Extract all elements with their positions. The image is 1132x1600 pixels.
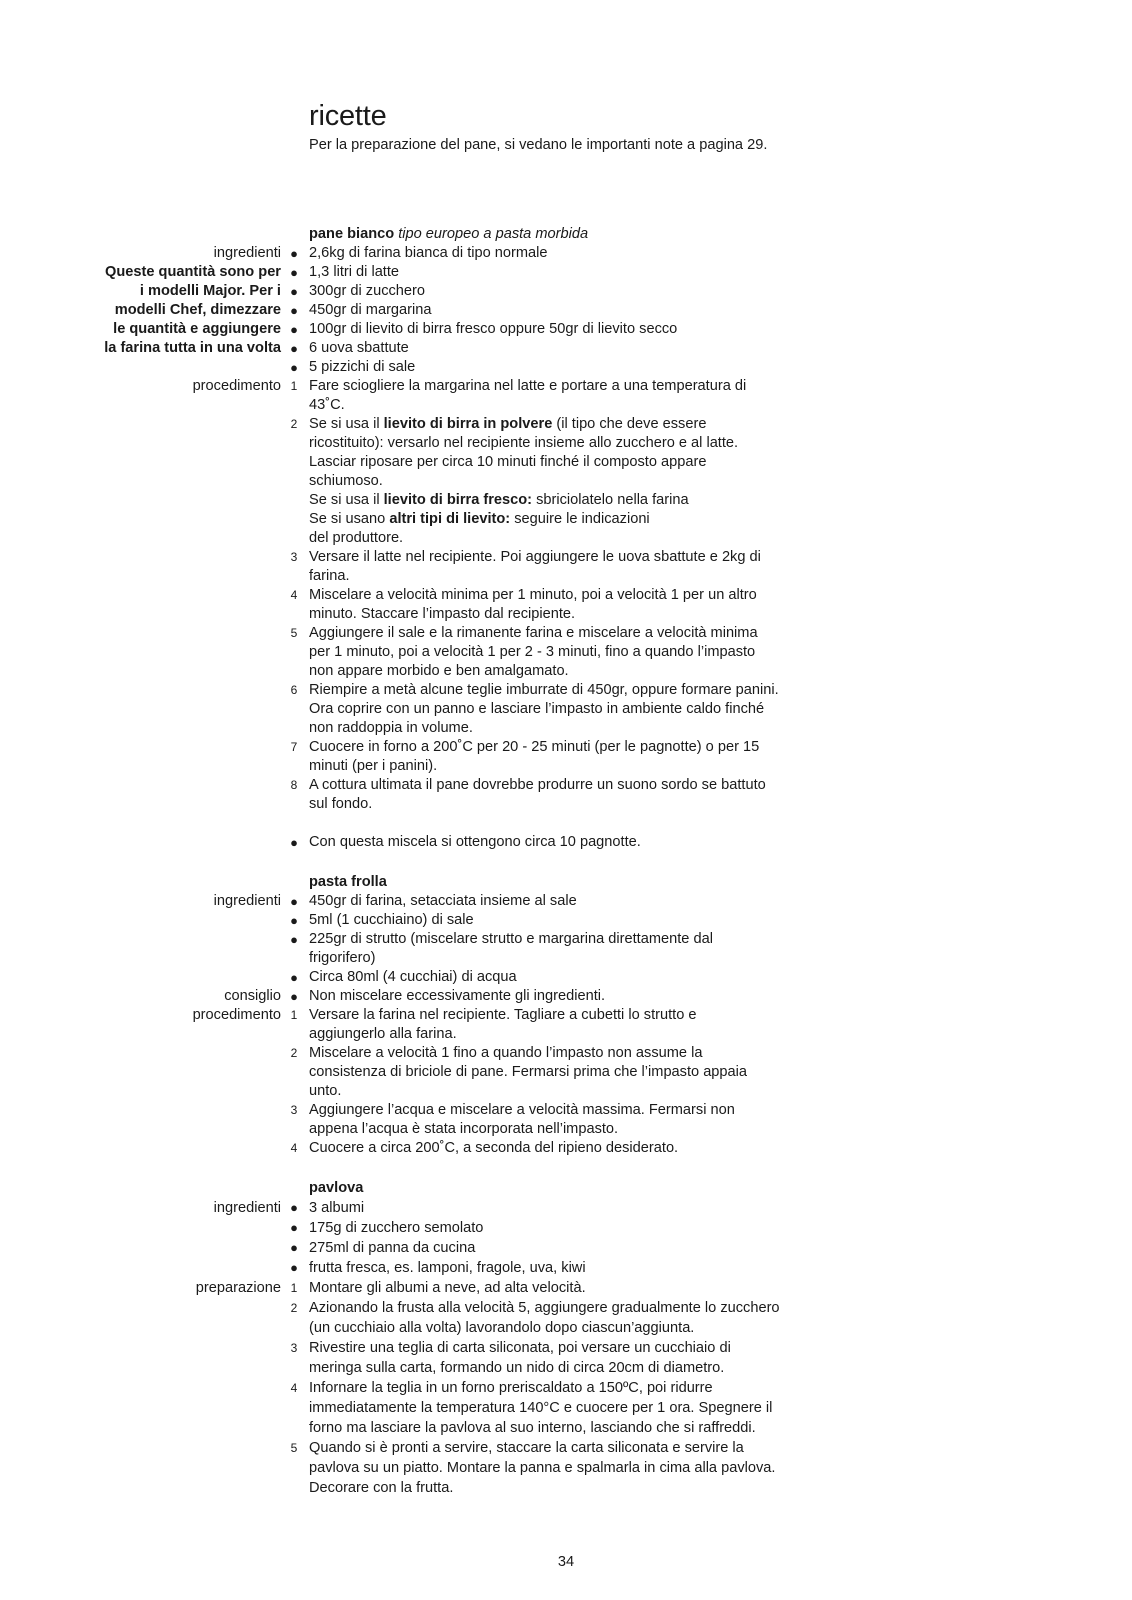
recipe-title (309, 873, 1132, 892)
line-text: 2,6kg di farina bianca di tipo normale (309, 245, 548, 261)
line-text: Aggiungere l’acqua e miscelare a velocità massima. Fermarsi non (309, 1102, 735, 1118)
line-text: 300gr di zucchero (309, 283, 426, 299)
note-text: Con questa miscela si ottengono circa 10 pagnotte. (309, 834, 641, 850)
recipe-title (309, 225, 1132, 244)
section-label: procedimento (192, 1007, 281, 1023)
step-number: 2 (290, 417, 298, 431)
page-subtitle: Per la preparazione del pane, si vedano le importanti note a pagina 29. (309, 137, 768, 153)
recipe-line (0, 1063, 1132, 1082)
line-text: farina. (309, 568, 350, 584)
bullet-icon: ● (290, 246, 298, 261)
page-title: ricette (309, 100, 387, 132)
recipe-line (0, 892, 1132, 911)
section-label: le quantità e aggiungere (113, 321, 281, 337)
recipe-line (0, 244, 1132, 263)
recipe-line (0, 1318, 1132, 1338)
recipe-line (0, 491, 1132, 510)
section-label: ingredienti (213, 1200, 281, 1216)
recipe-line (0, 1258, 1132, 1278)
recipe-line (0, 1006, 1132, 1025)
line-text: 225gr di strutto (miscelare strutto e margarina direttamente dal (309, 931, 713, 947)
line-text: per 1 minuto, poi a velocità 1 per 2 - 3 minuti, fino a quando l’impasto (309, 644, 756, 660)
section-label: ingredienti (213, 245, 281, 261)
recipe-line (0, 681, 1132, 700)
recipe-title-italic: tipo europeo a pasta morbida (398, 226, 589, 242)
step-number: 7 (290, 740, 298, 754)
step-number: 2 (290, 1046, 298, 1060)
line-text: non raddoppia in volume. (309, 720, 473, 736)
line-text: 6 uova sbattute (309, 340, 409, 356)
line-text: Infornare la teglia in un forno preriscaldato a 150ºC, poi ridurre (309, 1380, 713, 1396)
section-label: modelli Chef, dimezzare (114, 302, 281, 318)
line-text: 3 albumi (309, 1200, 365, 1216)
line-text: Ora coprire con un panno e lasciare l’impasto in ambiente caldo finché (309, 701, 765, 717)
step-number: 1 (290, 1008, 298, 1022)
recipe-title (309, 1179, 1132, 1198)
section-label: preparazione (195, 1280, 281, 1296)
recipe-line (0, 911, 1132, 930)
line-text: ricostituito): versarlo nel recipiente insieme allo zucchero e al latte. (309, 435, 739, 451)
bullet-icon: ● (290, 303, 298, 318)
line-text (309, 415, 706, 434)
recipe-lines (0, 244, 1132, 814)
line-text: consistenza di briciole di pane. Fermarsi prima che l’impasto appaia (309, 1064, 748, 1080)
line-text-emphasis: lievito di birra fresco: (383, 492, 533, 508)
step-number: 4 (290, 1381, 298, 1395)
recipe-note (0, 833, 1132, 852)
line-text: 5ml (1 cucchiaino) di sale (309, 912, 474, 928)
section-label: consiglio (224, 988, 281, 1004)
step-number: 3 (290, 1341, 298, 1355)
recipes-content (0, 225, 1132, 1498)
line-text: Cuocere in forno a 200˚C per 20 - 25 minuti (per le pagnotte) o per 15 (309, 739, 760, 755)
line-text: appena l’acqua è stata incorporata nell’impasto. (309, 1121, 619, 1137)
recipe-line (0, 1298, 1132, 1318)
section-label: ingredienti (213, 893, 281, 909)
bullet-icon: ● (290, 341, 298, 356)
recipe-title-bold: pane bianco (309, 226, 395, 242)
line-text: A cottura ultimata il pane dovrebbe produrre un suono sordo se battuto (309, 777, 766, 793)
recipe-line (0, 1418, 1132, 1438)
recipe-line (0, 1338, 1132, 1358)
line-text: minuti (per i panini). (309, 758, 438, 774)
recipe-pavlova (0, 1179, 1132, 1498)
line-text (309, 510, 650, 529)
recipe-line (0, 795, 1132, 814)
line-text: Quando si è pronti a servire, staccare la carta siliconata e servire la (309, 1440, 744, 1456)
line-text: pavlova su un piatto. Montare la panna e spalmarla in cima alla pavlova. (309, 1460, 776, 1476)
bullet-icon: ● (290, 989, 298, 1004)
recipe-line (0, 1082, 1132, 1101)
section-label: i modelli Major. Per i (139, 283, 281, 299)
line-text: Decorare con la frutta. (309, 1480, 454, 1496)
bullet-icon: ● (290, 894, 298, 909)
line-text-rest: sbriciolatelo nella farina (532, 492, 689, 508)
line-text: minuto. Staccare l’impasto dal recipiente. (309, 606, 576, 622)
recipe-line (0, 415, 1132, 434)
bullet-icon: ● (290, 360, 298, 375)
line-text: aggiungerlo alla farina. (309, 1026, 457, 1042)
bullet-icon: ● (290, 1220, 298, 1235)
step-number: 1 (290, 379, 298, 393)
section-label: Queste quantità sono per (105, 264, 281, 280)
line-text: schiumoso. (309, 473, 383, 489)
recipe-line (0, 757, 1132, 776)
bullet-icon: ● (290, 322, 298, 337)
recipe-line (0, 472, 1132, 491)
line-text: del produttore. (309, 530, 404, 546)
bullet-icon: ● (290, 1240, 298, 1255)
line-text: forno ma lasciare la pavlova al suo interno, lasciando che si raffreddi. (309, 1420, 756, 1436)
recipe-line (0, 1044, 1132, 1063)
line-text: 450gr di farina, setacciata insieme al sale (309, 893, 577, 909)
bullet-icon: ● (290, 265, 298, 280)
line-text: Miscelare a velocità minima per 1 minuto, poi a velocità 1 per un altro (309, 587, 757, 603)
line-text: meringa sulla carta, formando un nido di circa 20cm di diametro. (309, 1360, 725, 1376)
step-number: 6 (290, 683, 298, 697)
page-number: 34 (557, 1554, 575, 1570)
line-text-lead: Se si usano (309, 511, 390, 527)
line-text: Versare il latte nel recipiente. Poi aggiungere le uova sbattute e 2kg di (309, 549, 761, 565)
line-text: Miscelare a velocità 1 fino a quando l’impasto non assume la (309, 1045, 703, 1061)
line-text (309, 491, 689, 510)
recipe-pane-bianco (0, 225, 1132, 852)
line-text: Cuocere a circa 200˚C, a seconda del ripieno desiderato. (309, 1140, 679, 1156)
line-text: Circa 80ml (4 cucchiai) di acqua (309, 969, 517, 985)
bullet-icon: ● (290, 284, 298, 299)
line-text: Versare la farina nel recipiente. Tagliare a cubetti lo strutto e (309, 1007, 697, 1023)
recipe-line (0, 968, 1132, 987)
line-text-lead: Se si usa il (309, 492, 384, 508)
line-text: Non miscelare eccessivamente gli ingredienti. (309, 988, 606, 1004)
section-label: la farina tutta in una volta (104, 340, 281, 356)
line-text: 450gr di margarina (309, 302, 432, 318)
line-text: 1,3 litri di latte (309, 264, 400, 280)
recipe-line (0, 1438, 1132, 1458)
step-number: 2 (290, 1301, 298, 1315)
step-number: 1 (290, 1281, 298, 1295)
recipe-line (0, 339, 1132, 358)
bullet-icon: ● (290, 1260, 298, 1275)
recipe-line (0, 930, 1132, 949)
recipe-pasta-frolla (0, 873, 1132, 1158)
recipe-line (0, 662, 1132, 681)
line-text: Lasciar riposare per circa 10 minuti finché il composto appare (309, 454, 707, 470)
recipe-line (0, 624, 1132, 643)
step-number: 3 (290, 550, 298, 564)
recipe-line (0, 1120, 1132, 1139)
recipe-line (0, 949, 1132, 968)
step-number: 8 (290, 778, 298, 792)
recipe-line (0, 1025, 1132, 1044)
recipe-line (0, 301, 1132, 320)
recipe-line (0, 1378, 1132, 1398)
recipe-line (0, 738, 1132, 757)
recipe-line (0, 453, 1132, 472)
recipe-line (0, 548, 1132, 567)
recipe-line (0, 567, 1132, 586)
recipe-line (0, 510, 1132, 529)
recipe-lines (0, 892, 1132, 1158)
line-text: 100gr di lievito di birra fresco oppure 50gr di lievito secco (309, 321, 678, 337)
recipe-title-bold: pasta frolla (309, 874, 387, 890)
recipe-line (0, 643, 1132, 662)
line-text: 43˚C. (309, 397, 345, 413)
recipe-title-bold: pavlova (309, 1180, 364, 1196)
step-number: 5 (290, 1441, 298, 1455)
recipe-line (0, 1238, 1132, 1258)
line-text: (un cucchiaio alla volta) lavorandolo dopo ciascun’aggiunta. (309, 1320, 695, 1336)
recipe-lines (0, 1198, 1132, 1498)
line-text: Azionando la frusta alla velocità 5, aggiungere gradualmente lo zucchero (309, 1300, 780, 1316)
spacer (0, 1158, 1132, 1179)
recipe-line (0, 605, 1132, 624)
bullet-icon: ● (290, 932, 298, 947)
bullet-icon: ● (290, 1200, 298, 1215)
step-number: 5 (290, 626, 298, 640)
bullet-icon: ● (290, 835, 298, 850)
recipe-line (0, 1278, 1132, 1298)
recipe-line (0, 1398, 1132, 1418)
section-label: procedimento (192, 378, 281, 394)
line-text-emphasis: lievito di birra in polvere (383, 416, 553, 432)
line-text-lead: Se si usa il (309, 416, 384, 432)
step-number: 3 (290, 1103, 298, 1117)
recipe-line (0, 1101, 1132, 1120)
recipe-line (0, 263, 1132, 282)
recipe-line (0, 987, 1132, 1006)
recipe-line (0, 529, 1132, 548)
recipe-line (0, 320, 1132, 339)
step-number: 4 (290, 1141, 298, 1155)
line-text: non appare morbido e ben amalgamato. (309, 663, 569, 679)
recipe-line (0, 1478, 1132, 1498)
recipe-line (0, 586, 1132, 605)
recipe-line (0, 700, 1132, 719)
recipe-line (0, 396, 1132, 415)
recipe-line (0, 282, 1132, 301)
line-text: sul fondo. (309, 796, 373, 812)
line-text-emphasis: altri tipi di lievito: (389, 511, 511, 527)
recipe-line (0, 776, 1132, 795)
spacer (0, 852, 1132, 873)
bullet-icon: ● (290, 970, 298, 985)
recipe-line (0, 1358, 1132, 1378)
recipe-line (0, 1198, 1132, 1218)
line-text: immediatamente la temperatura 140°C e cuocere per 1 ora. Spegnere il (309, 1400, 773, 1416)
line-text-rest: seguire le indicazioni (510, 511, 650, 527)
line-text: Montare gli albumi a neve, ad alta velocità. (309, 1280, 586, 1296)
line-text: frigorifero) (309, 950, 376, 966)
line-text: unto. (309, 1083, 342, 1099)
bullet-icon: ● (290, 913, 298, 928)
line-text: 175g di zucchero semolato (309, 1220, 484, 1236)
recipe-line (0, 358, 1132, 377)
line-text-rest: (il tipo che deve essere (552, 416, 707, 432)
recipe-line (0, 377, 1132, 396)
line-text: 5 pizzichi di sale (309, 359, 416, 375)
spacer (0, 814, 1132, 833)
line-text: Riempire a metà alcune teglie imburrate di 450gr, oppure formare panini. (309, 682, 779, 698)
recipe-line (0, 1458, 1132, 1478)
line-text: Aggiungere il sale e la rimanente farina e miscelare a velocità minima (309, 625, 758, 641)
recipe-line (0, 434, 1132, 453)
line-text: Fare sciogliere la margarina nel latte e portare a una temperatura di (309, 378, 747, 394)
line-text: 275ml di panna da cucina (309, 1240, 476, 1256)
recipe-line (0, 1139, 1132, 1158)
recipe-line (0, 719, 1132, 738)
step-number: 4 (290, 588, 298, 602)
line-text: Rivestire una teglia di carta siliconata, poi versare un cucchiaio di (309, 1340, 731, 1356)
recipe-line (0, 1218, 1132, 1238)
line-text: frutta fresca, es. lamponi, fragole, uva, kiwi (309, 1260, 586, 1276)
